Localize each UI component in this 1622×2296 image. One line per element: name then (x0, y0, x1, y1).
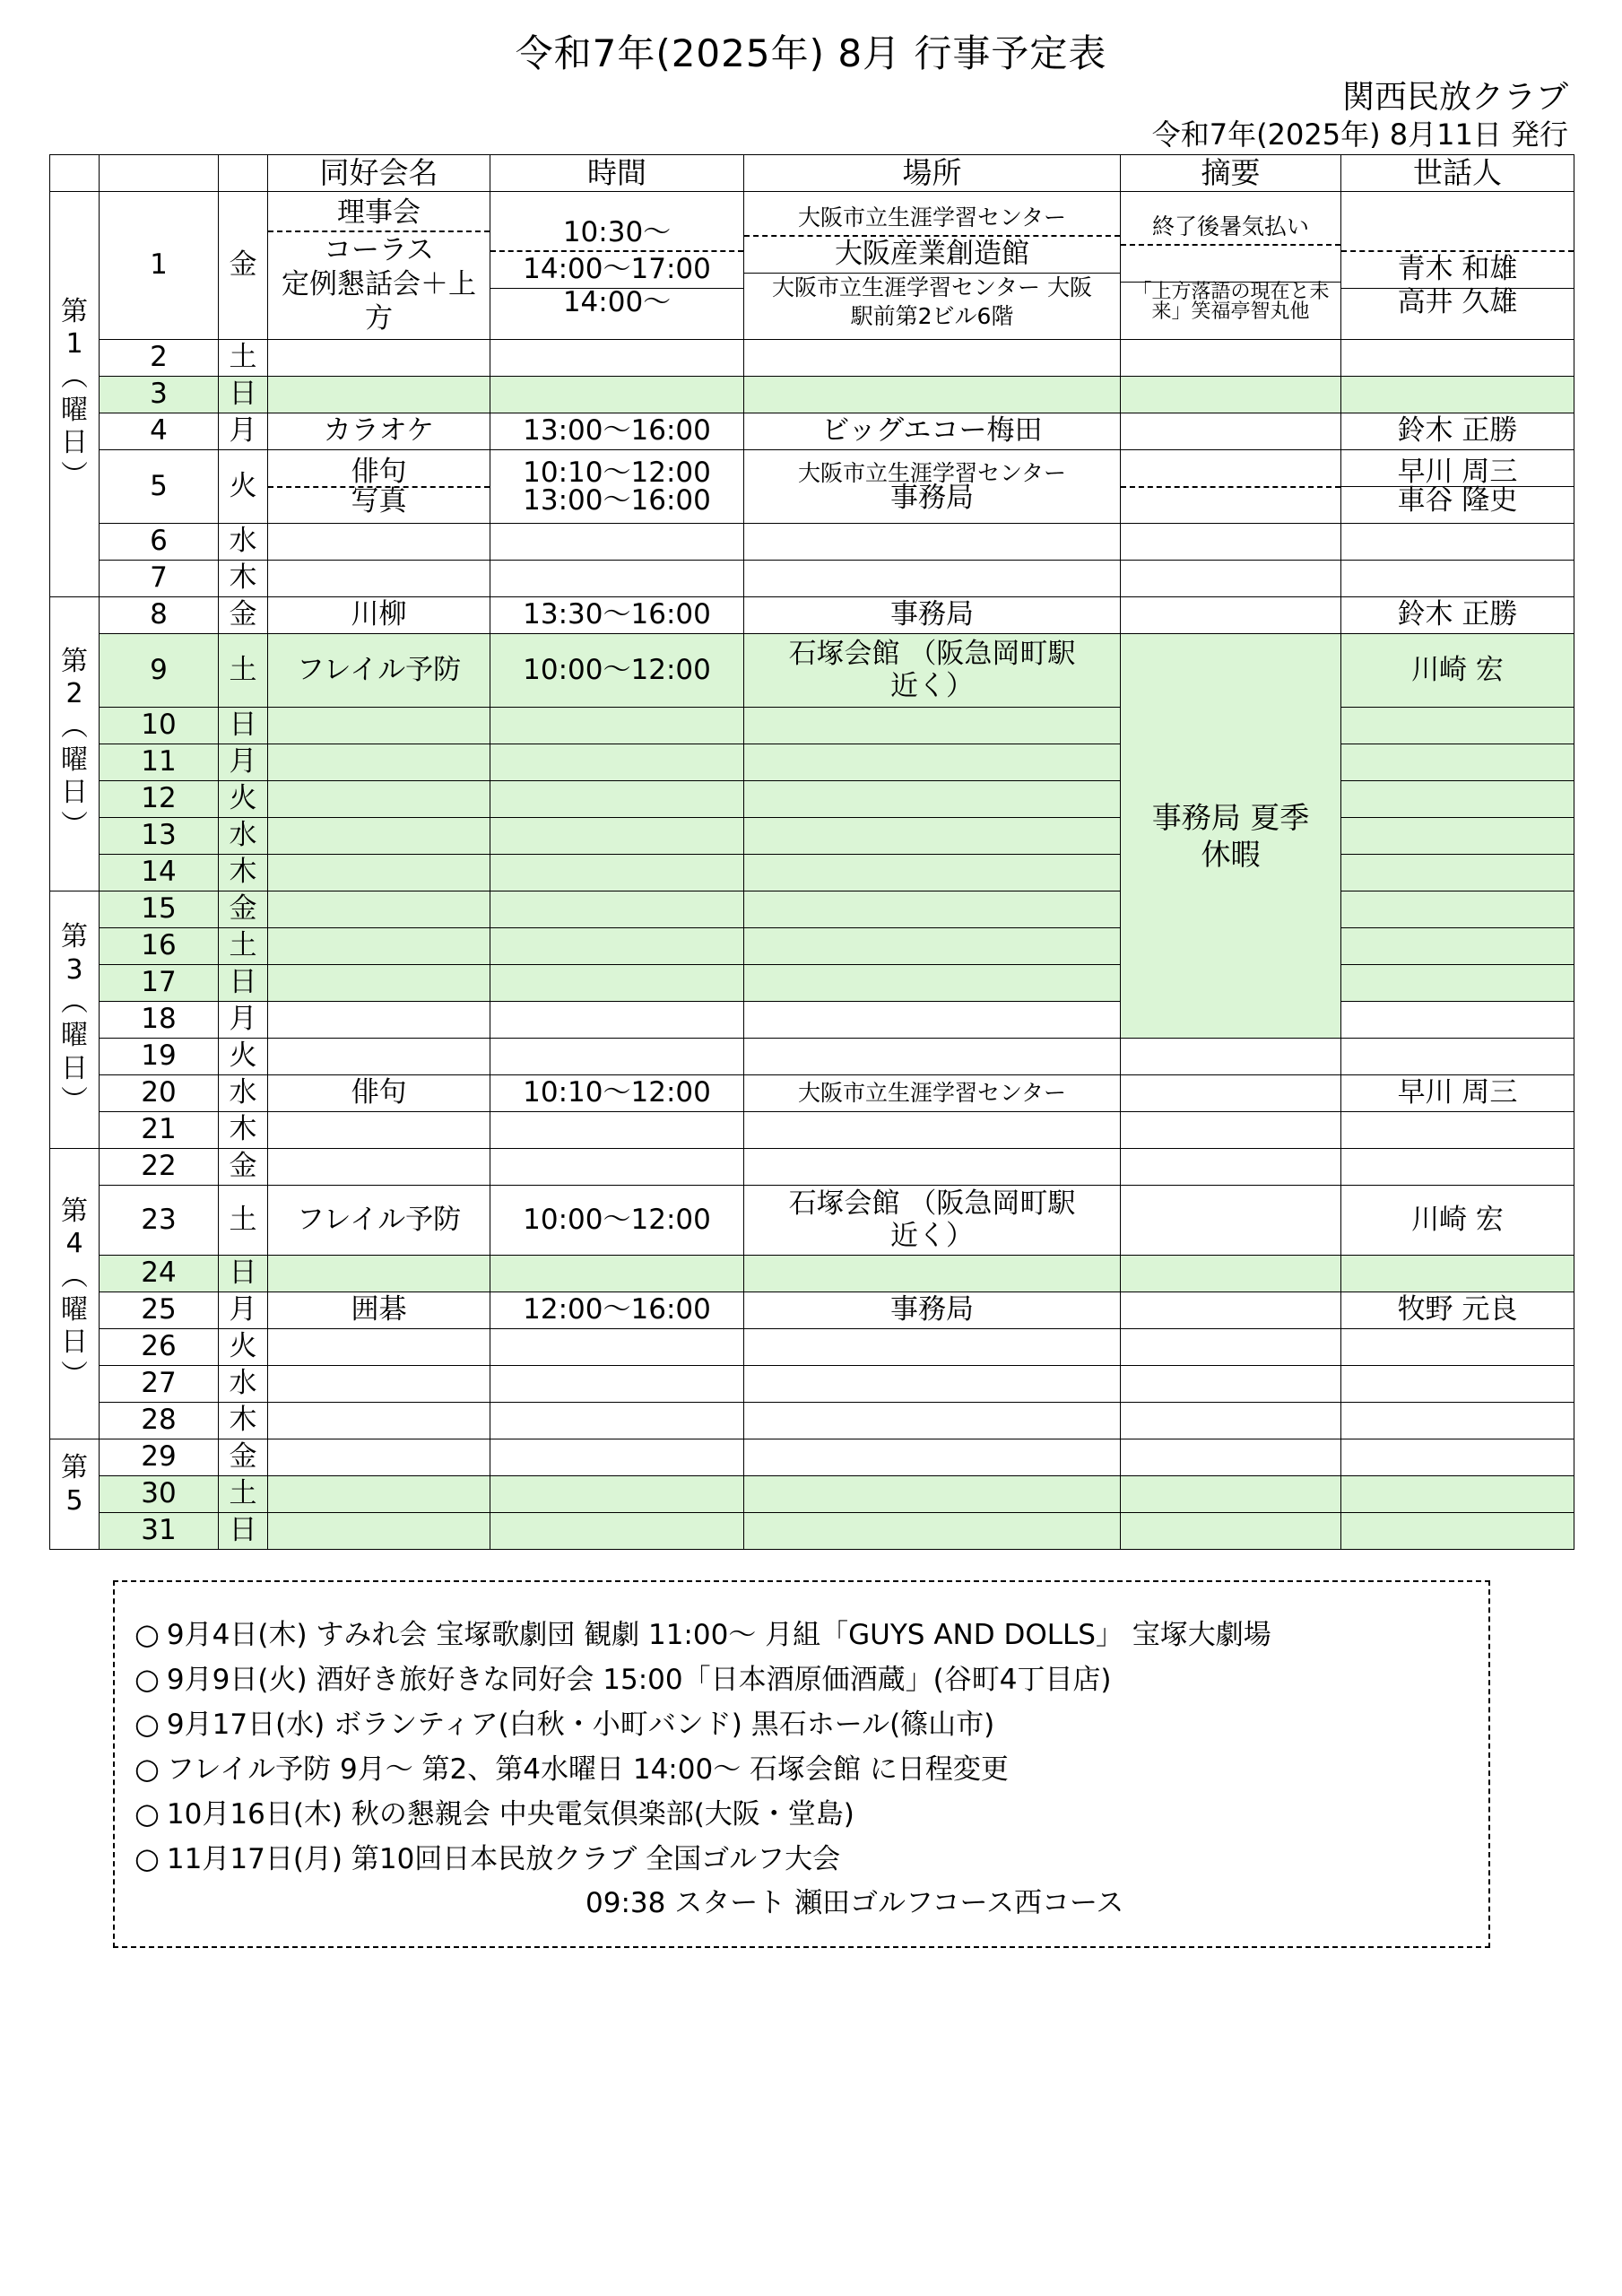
schedule-table (49, 154, 1574, 1550)
person: 鈴木 正勝 (1341, 413, 1574, 450)
weekday: 木 (219, 855, 268, 891)
time: 10:00～12:00 (490, 634, 744, 708)
time: 12:00～16:00 (490, 1292, 744, 1329)
table-row (50, 1039, 1574, 1075)
day-number: 16 (100, 928, 219, 965)
club-name: 写真 (268, 486, 490, 516)
table-row (50, 708, 1574, 744)
weekday: 火 (219, 781, 268, 818)
table-row (50, 1256, 1574, 1292)
weekday: 日 (219, 965, 268, 1002)
person: 早川 周三 (1397, 456, 1518, 488)
bullet-icon: ○ (134, 1707, 160, 1741)
weekday: 日 (219, 1256, 268, 1292)
person: 鈴木 正勝 (1341, 597, 1574, 634)
time: 13:00～16:00 (490, 413, 744, 450)
summary: 終了後暑気払い (1151, 213, 1309, 239)
week-label: 第 1 ︵ 曜 日 ︶ (50, 192, 100, 597)
club-name: 理事会 (337, 196, 421, 230)
weekday: 土 (219, 928, 268, 965)
weekday-header (219, 155, 268, 192)
table-row (50, 340, 1574, 377)
person: 青木 和雄 (1341, 250, 1574, 288)
person: 高井 久雄 (1341, 288, 1574, 317)
day-header (100, 155, 219, 192)
day-number: 14 (100, 855, 219, 891)
place: 石塚会館 （阪急岡町駅近く） (744, 634, 1121, 708)
place: 事務局 (744, 597, 1121, 634)
table-row (50, 1292, 1574, 1329)
time-cell (490, 192, 744, 340)
page-title: 令和7年(2025年) 8月 行事予定表 (515, 31, 1107, 75)
table-row (50, 597, 1574, 634)
weekday: 金 (219, 1439, 268, 1476)
bullet-icon: ○ (134, 1752, 160, 1786)
table-row (50, 413, 1574, 450)
week-label: 第 5 (50, 1439, 100, 1550)
place: 事務局 (744, 1292, 1121, 1329)
day-number: 31 (100, 1513, 219, 1550)
time: 13:00～16:00 (523, 483, 711, 517)
week-label: 第 3 ︵ 曜 日 ︶ (50, 891, 100, 1149)
bullet-icon: ○ (134, 1841, 160, 1875)
time: 13:30～16:00 (490, 597, 744, 634)
club-name: フレイル予防 (268, 634, 490, 708)
weekday: 水 (219, 1366, 268, 1403)
day-number: 30 (100, 1476, 219, 1513)
bullet-icon: ○ (134, 1662, 160, 1696)
club-cell (268, 192, 490, 340)
table-row (50, 1186, 1574, 1256)
week-label: 第 4 ︵ 曜 日 ︶ (50, 1149, 100, 1439)
day-number: 22 (100, 1149, 219, 1186)
weekday: 金 (219, 891, 268, 928)
day-number: 26 (100, 1329, 219, 1366)
table-row (50, 1439, 1574, 1476)
note-item: ○ 10月16日(木) 秋の懇親会 中央電気倶楽部(大阪・堂島) (134, 1796, 854, 1831)
weekday: 月 (219, 1002, 268, 1039)
day-number: 3 (100, 377, 219, 413)
header-club: 同好会名 (268, 155, 490, 192)
note-item: ○ 9月9日(火) 酒好き旅好きな同好会 15:00「日本酒原価酒蔵」(谷町4丁目店) (134, 1662, 1112, 1696)
note-item: ○ 9月17日(水) ボランティア(白秋・小町バンド) 黒石ホール(篠山市) (134, 1707, 995, 1741)
header-row (50, 155, 1574, 192)
table-row (50, 1476, 1574, 1513)
day-number: 7 (100, 561, 219, 597)
weekday: 水 (219, 1075, 268, 1112)
place: 大阪市立生涯学習センター (797, 459, 1066, 486)
person: 早川 周三 (1341, 1075, 1574, 1112)
day-number: 4 (100, 413, 219, 450)
weekday: 火 (219, 1039, 268, 1075)
place: 大阪市立生涯学習センター 大阪駅前第2ビル6階 (744, 273, 1120, 332)
organization-name: 関西民放クラブ (1341, 79, 1568, 116)
table-row (50, 891, 1574, 928)
day-number: 9 (100, 634, 219, 708)
table-row (50, 192, 1574, 340)
time: 14:00～17:00 (490, 250, 743, 288)
place: 大阪市立生涯学習センター (744, 1075, 1121, 1112)
day-number: 15 (100, 891, 219, 928)
table-row (50, 1002, 1574, 1039)
person: 川崎 宏 (1341, 1186, 1574, 1256)
weekday: 金 (219, 1149, 268, 1186)
day-number: 29 (100, 1439, 219, 1476)
table-row (50, 1112, 1574, 1149)
day-number: 20 (100, 1075, 219, 1112)
day-number: 27 (100, 1366, 219, 1403)
table-row (50, 634, 1574, 708)
place: 大阪産業創造館 (744, 235, 1120, 273)
club-name: 俳句 (351, 455, 407, 488)
day-number: 11 (100, 744, 219, 781)
person: 川崎 宏 (1341, 634, 1574, 708)
note-item: ○ 9月4日(木) すみれ会 宝塚歌劇団 観劇 11:00～ 月組「GUYS AND DOLLS」 宝塚大劇場 (134, 1617, 1271, 1651)
table-row (50, 1366, 1574, 1403)
bullet-icon: ○ (134, 1617, 160, 1651)
time: 10:00～12:00 (490, 1186, 744, 1256)
time: 10:10～12:00 (490, 1075, 744, 1112)
corner-cell (50, 155, 100, 192)
weekday: 土 (219, 1476, 268, 1513)
header-summary: 摘要 (1121, 155, 1341, 192)
weekday: 木 (219, 1403, 268, 1439)
place: 石塚会館 （阪急岡町駅近く） (744, 1186, 1121, 1256)
table-row (50, 781, 1574, 818)
weekday: 火 (219, 1329, 268, 1366)
weekday: 月 (219, 744, 268, 781)
day-number: 25 (100, 1292, 219, 1329)
weekday: 金 (219, 192, 268, 340)
note-item: ○ フレイル予防 9月～ 第2、第4水曜日 14:00～ 石塚会館 に日程変更 (134, 1752, 1009, 1786)
note-item: ○ 11月17日(月) 第10回日本民放クラブ 全国ゴルフ大会 (134, 1841, 841, 1875)
day-number: 13 (100, 818, 219, 855)
day-number: 2 (100, 340, 219, 377)
weekday: 火 (219, 450, 268, 524)
time: 10:30～ (562, 215, 672, 248)
table-row (50, 377, 1574, 413)
table-row (50, 561, 1574, 597)
table-row (50, 855, 1574, 891)
weekday: 土 (219, 1186, 268, 1256)
summary-cell (1121, 192, 1341, 340)
note-item-continuation: 09:38 スタート 瀬田ゴルフコース西コース (585, 1887, 1124, 1919)
table-row (50, 1513, 1574, 1550)
club-name: カラオケ (268, 413, 490, 450)
place-cell (744, 192, 1121, 340)
table-row (50, 818, 1574, 855)
person: 牧野 元良 (1341, 1292, 1574, 1329)
weekday: 木 (219, 561, 268, 597)
day-number: 28 (100, 1403, 219, 1439)
weekday: 土 (219, 340, 268, 377)
table-row (50, 1149, 1574, 1186)
club-name: 囲碁 (268, 1292, 490, 1329)
summary (1121, 244, 1340, 282)
weekday: 木 (219, 1112, 268, 1149)
time: 14:00～ (490, 288, 743, 317)
table-row (50, 1329, 1574, 1366)
weekday: 土 (219, 634, 268, 708)
place: ビッグエコー梅田 (744, 413, 1121, 450)
club-name: コーラス (268, 230, 490, 268)
day-number: 23 (100, 1186, 219, 1256)
weekday: 水 (219, 818, 268, 855)
time: 10:10～12:00 (523, 456, 711, 489)
table-row (50, 450, 1574, 524)
day-number: 17 (100, 965, 219, 1002)
day-number: 1 (100, 192, 219, 340)
weekday: 日 (219, 377, 268, 413)
header-person: 世話人 (1341, 155, 1574, 192)
club-name: 俳句 (268, 1075, 490, 1112)
day-number: 24 (100, 1256, 219, 1292)
person: 車谷 隆史 (1341, 486, 1574, 515)
day-number: 21 (100, 1112, 219, 1149)
day-number: 8 (100, 597, 219, 634)
club-name: 定例懇話会＋上方 (282, 268, 476, 335)
day-number: 10 (100, 708, 219, 744)
weekday: 日 (219, 1513, 268, 1550)
weekday: 日 (219, 708, 268, 744)
office-closure: 事務局 夏季休暇 (1121, 634, 1341, 1039)
header-time: 時間 (490, 155, 744, 192)
header-place: 場所 (744, 155, 1121, 192)
weekday: 月 (219, 1292, 268, 1329)
table-row (50, 1075, 1574, 1112)
day-number: 12 (100, 781, 219, 818)
weekday: 水 (219, 524, 268, 561)
table-row (50, 1403, 1574, 1439)
issue-date: 令和7年(2025年) 8月11日 発行 (1151, 117, 1568, 152)
day-number: 5 (100, 450, 219, 524)
bullet-icon: ○ (134, 1796, 160, 1831)
person (1341, 215, 1574, 250)
week-label: 第 2 ︵ 曜 日 ︶ (50, 597, 100, 891)
club-name: 川柳 (268, 597, 490, 634)
person-cell (1341, 192, 1574, 340)
weekday: 金 (219, 597, 268, 634)
weekday: 月 (219, 413, 268, 450)
day-number: 18 (100, 1002, 219, 1039)
day-number: 6 (100, 524, 219, 561)
place: 事務局 (890, 481, 974, 514)
summary: 「上方落語の現在と未来」笑福亭智丸他 (1121, 282, 1340, 322)
table-row (50, 965, 1574, 1002)
table-row (50, 928, 1574, 965)
place: 大阪市立生涯学習センター (797, 204, 1066, 230)
club-name: フレイル予防 (268, 1186, 490, 1256)
table-row (50, 744, 1574, 781)
table-row (50, 524, 1574, 561)
day-number: 19 (100, 1039, 219, 1075)
notes-box (113, 1580, 1490, 1948)
